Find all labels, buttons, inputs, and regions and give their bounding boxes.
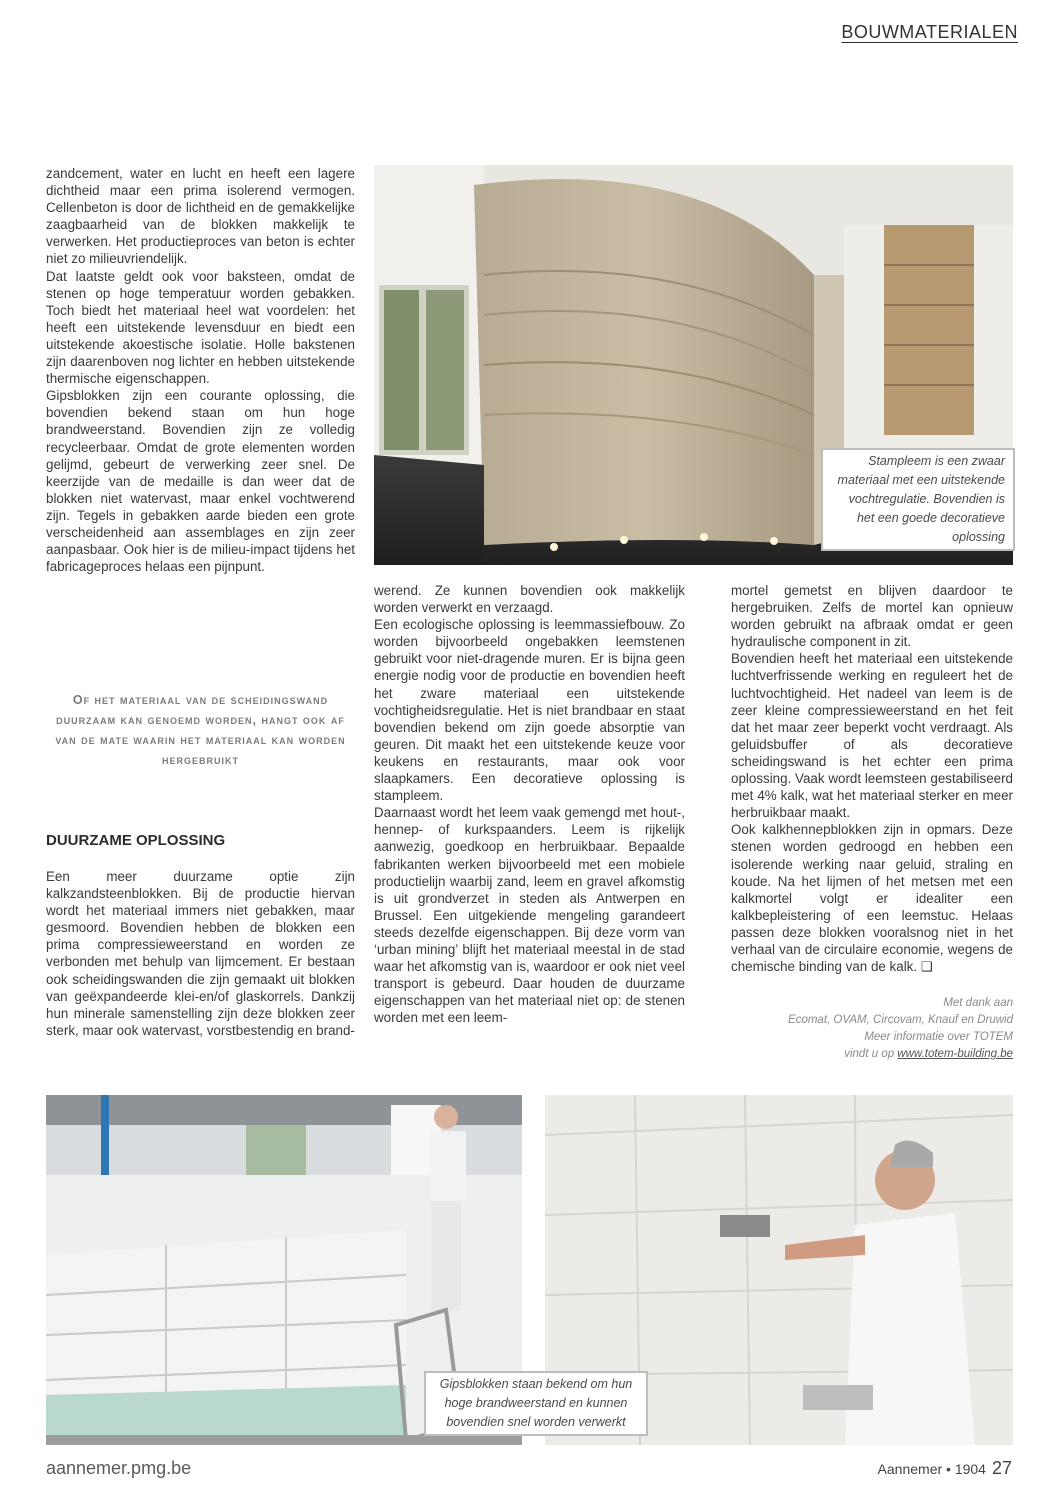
paragraph: zandcement, water en lucht en heeft een lagere dichtheid maar een prima isolerend vermogen. Cellenbeton is door de lichtheid en de gemakkelijke zaagbaarheid van de blokken makkelijk te verwerken. Het productieproces van beton is echter niet zo milieuvriendelijk.: [46, 166, 355, 267]
column-3: [731, 582, 1013, 975]
section-heading: DUURZAME OPLOSSING: [46, 832, 226, 849]
totem-link[interactable]: www.totem-building.be: [897, 1048, 1013, 1060]
pull-quote: Of het materiaal van de scheidingswand duurzaam kan genoemd worden, hangt ook af van de mate waarin het materiaal kan worden hergebruikt: [55, 693, 346, 767]
photo-caption: Stampleem is een zwaar materiaal met een uitstekende vochtregulatie. Bovendien is het een goede decoratieve oplossing: [821, 448, 1015, 551]
column-2: [374, 582, 685, 1026]
footer-issue: [878, 1458, 1012, 1479]
footer-url[interactable]: aannemer.pmg.be: [46, 1458, 192, 1478]
paragraph: mortel gemetst en blijven daardoor te hergebruiken. Zelfs de mortel kan opnieuw worden gebruikt na afbraak omdat er geen hydraulische component in zit.: [731, 583, 1013, 650]
paragraph: Daarnaast wordt het leem vaak gemengd met hout-, hennep- of kurkspaanders. Leem is rijkelijk aanwezig, goedkoop en herbruikbaar. Bepaalde fabrikanten werken bijvoorbeeld met een mobiele productielijn waarbij zand, leem en gravel afkomstig is uit grondverzet in steden als Antwerpen en Brussel. Een uitgekiende mengeling garandeert steeds dezelfde eigenschappen. Bij deze vorm van ‘urban mining’ blijft het materiaal meestal in de stad waar het afkomstig van is, waardoor er ook niet veel transport is gebeurd. Daar houden de duurzame eigenschappen van het materiaal niet op: de stenen worden met een leem-: [374, 805, 685, 1026]
credits-prefix: vindt u op: [844, 1048, 898, 1060]
credits: [731, 995, 1013, 1063]
credits-line: [731, 1046, 1013, 1063]
paragraph: Een meer duurzame optie zijn kalkzandsteenblokken. Bij de productie hiervan wordt het materiaal immers niet gebakken, maar gesmoord. Bovendien hebben de blokken een prima compressieweerstand en worden ze verbonden met behulp van lijmcement. Er bestaan ook scheidingswanden die zijn gemaakt uit blokken van geëxpandeerde klei-en/of glaskorrels. Dankzij hun minerale samenstelling zijn deze blokken zeer sterk, maar ook watervast, vorstbestendig en brand-: [46, 869, 355, 1038]
credits-line: Meer informatie over TOTEM: [864, 1031, 1013, 1043]
paragraph: Gipsblokken zijn een courante oplossing, die bovendien bekend staan om hun hoge brandweerstand. Bovendien zijn ze volledig recycleerbaar. Omdat de grote elementen worden gelijmd, gebeurt de verwerking zeer snel. De keerzijde van de medaille is dan weer dat de blokken niet watervast, maar enkel vochtwerend zijn. Tegels in gebakken aarde bieden een grote verscheidenheid aan assemblages en zijn zeer aanpasbaar. Ook hier is de milieu-impact tijdens het fabricageproces helaas een pijnpunt.: [46, 388, 355, 575]
paragraph: Bovendien heeft het materiaal een uitstekende luchtverfrissende werking en reguleert het de luchtvochtigheid. Het nadeel van leem is de zeer kleine compressieweerstand en het feit dat het maar zeer beperkt vocht verdraagt. Als geluidsbuffer of als decoratieve scheidingswand is het echter een prima oplossing. Vaak wordt leemsteen gestabiliseerd met 4% kalk, wat het materiaal sterker en meer herbruikbaar maakt.: [731, 651, 1013, 821]
page-number: 27: [991, 1458, 1012, 1478]
paragraph: Een ecologische oplossing is leemmassiefbouw. Zo worden bijvoorbeeld ongebakken leemstenen gebruikt voor niet-dragende muren. Er is bijna geen energie nodig voor de productie en bovendien heeft het zware materiaal een uitstekende vochtigheidsregulatie. Het is niet brandbaar en staat bovendien bekend om zijn goede absorptie van geuren. Dit maakt het een uitstekende keuze voor keukens en restaurants, maar ook voor slaapkamers. Een decoratieve oplossing is stampleem.: [374, 617, 685, 804]
column-1-continued: [46, 868, 355, 1039]
paragraph: Ook kalkhennepblokken zijn in opmars. Deze stenen worden gedroogd en hebben een isolerende werking naar geluid, straling en koude. Na het lijmen of het metsen met een kalkmortel volgt er idealiter een kalkbepleistering of een leemstuc. Helaas passen deze blokken vooralsnog niet in het verhaal van de circulaire economie, wegens de chemische binding van de kalk. ❑: [731, 822, 1013, 975]
credits-line: Met dank aan: [943, 997, 1013, 1009]
photo-caption: Gipsblokken staan bekend om hun hoge brandweerstand en kunnen bovendien snel worden verwerkt: [424, 1371, 648, 1436]
column-1: [46, 165, 355, 575]
credits-line: Ecomat, OVAM, Circovam, Knauf en Druwid: [788, 1014, 1013, 1026]
section-tag: BOUWMATERIALEN: [841, 22, 1018, 42]
paragraph: Dat laatste geldt ook voor baksteen, omdat de stenen op hoge temperatuur worden gebakken. Toch biedt het materiaal heel wat voordelen: het heeft een uitstekende levensduur en biedt een uitstekende akoestische isolatie. Holle bakstenen zijn daarenboven nog lichter en hebben uitstekende thermische eigenschappen.: [46, 268, 355, 387]
issue-label: Aannemer • 1904: [877, 1461, 986, 1477]
paragraph: werend. Ze kunnen bovendien ook makkelijk worden verwerkt en verzaagd.: [374, 583, 685, 616]
